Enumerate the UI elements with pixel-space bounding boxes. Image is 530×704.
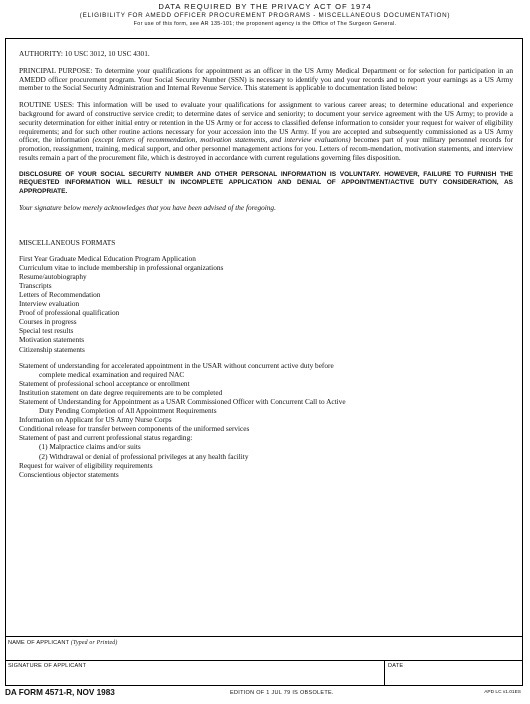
date-field-label: DATE <box>388 663 404 669</box>
misc-format-item: Resume/autobiography <box>19 271 87 281</box>
signature-field-label: SIGNATURE OF APPLICANT <box>8 663 87 669</box>
form-footer <box>5 688 523 702</box>
misc-format-item: Interview evaluation <box>19 299 80 309</box>
signature-field-top-rule <box>5 660 523 661</box>
misc-format-item: (1) Malpractice claims and/or suits <box>39 442 141 452</box>
version-label: APD LC v1.01ES <box>484 690 521 695</box>
misc-format-item: Special test results <box>19 326 74 336</box>
misc-formats-list-a <box>19 254 513 354</box>
form-title: DATA REQUIRED BY THE PRIVACY ACT OF 1974 <box>158 2 372 11</box>
routine-uses-exception: (except letters of recommendation, motivation statements, and interview evaluations) <box>92 135 351 145</box>
form-number: DA FORM 4571-R, NOV 1983 <box>5 688 115 697</box>
misc-formats-heading: MISCELLANEOUS FORMATS <box>19 237 116 247</box>
misc-format-item: Request for waiver of eligibility requirements <box>19 460 153 470</box>
misc-format-item: Statement of Understanding for Appointment as a USAR Commissioned Officer with Concurrent Call to Active <box>19 396 346 406</box>
misc-format-item: Curriculum vitae to include membership in professional organizations <box>19 262 224 272</box>
misc-format-item: Duty Pending Completion of All Appointment Requirements <box>39 406 217 416</box>
misc-format-item: Motivation statements <box>19 335 85 345</box>
misc-format-item: Statement of professional school acceptance or enrollment <box>19 378 190 388</box>
routine-uses-text <box>19 101 513 163</box>
misc-format-item: Citizenship statements <box>19 344 85 354</box>
misc-format-item: Transcripts <box>19 280 52 290</box>
misc-format-item: complete medical examination and required NAC <box>39 369 185 379</box>
misc-format-item: First Year Graduate Medical Education Program Application <box>19 253 196 263</box>
misc-format-item: Courses in progress <box>19 317 77 327</box>
routine-uses-part-2: becomes part of your military personnel records for promotion, reassignment, training, medical support, and other personnel management actions for you. Letters of recom-mendation, motivation statements, and interview results remain a part of the procurement file, which is destroyed in accordance with current regulations governing files disposition. <box>19 135 513 162</box>
form-subtitle: (ELIGIBILITY FOR AMEDD OFFICER PROCUREMENT PROGRAMS - MISCELLANEOUS DOCUMENTATION) <box>79 12 451 19</box>
misc-format-item: (2) Withdrawal or denial of professional privileges at any health facility <box>39 451 249 461</box>
misc-format-item: Conditional release for transfer between components of the uniformed services <box>19 424 250 434</box>
routine-uses-part-1: ROUTINE USES: This information will be used to evaluate your qualifications for assignment to various career areas; to determine educational and experience background for award of constructive service credit; to determine dates of service and seniority; to document your service agreement with the US Army; to provide a security determination for either initial entry or retention in the US Army or for access to classified defense information to consider your request for waiver of eligibility requirements; and for such other routine actions necessary for your accession into the US Army. If you are accepted and subsequently commissioned as a US Army officer, the information <box>19 100 513 145</box>
acknowledgement-text: Your signature below merely acknowledges that you have been advised of the foregoing. <box>19 202 276 212</box>
privacy-statement <box>19 50 513 479</box>
misc-format-item: Statement of past and current professional status regarding: <box>19 433 193 443</box>
misc-format-item: Statement of understanding for accelerated appointment in the USAR without concurrent active duty before <box>19 360 334 370</box>
misc-format-item: Institution statement on date degree requirements are to be completed <box>19 387 223 397</box>
edition-note: EDITION OF 1 JUL 79 IS OBSOLETE. <box>230 690 334 696</box>
misc-format-item: Letters of Recommendation <box>19 289 101 299</box>
misc-formats-list-b <box>19 361 513 479</box>
form-usage-note: For use of this form, see AR 135-101; the proponent agency is the Office of The Surgeon General. <box>133 21 397 27</box>
disclosure-notice: DISCLOSURE OF YOUR SOCIAL SECURITY NUMBER AND OTHER PERSONAL INFORMATION IS VOLUNTARY. HOWEVER, FAILURE TO FURNISH THE REQUESTED INFORMATION WILL RESULT IN INCOMPLETE APPLICATION AND DENIAL OF APPOINTMENT/ACTIVE DUTY CONSIDERATION, AS APPROPRIATE. <box>19 170 513 195</box>
misc-format-item: Conscientious objector statements <box>19 469 119 479</box>
form-header <box>0 2 530 29</box>
authority-text: AUTHORITY: 10 USC 3012, 10 USC 4301. <box>19 49 150 58</box>
misc-format-item: Proof of professional qualification <box>19 308 120 318</box>
name-field-top-rule <box>5 636 523 637</box>
date-field-divider <box>384 660 385 686</box>
principal-purpose-text: PRINCIPAL PURPOSE: To determine your qualifications for appointment as an officer in the US Army Medical Department or for selection for participation in an AMEDD officer procurement program. Your Social Security Number (SSN) is necessary to identify you and your records and to report your earnings as a US Army member to the Social Security Administration and Internal Revenue Service. This statement is applicable to documentation listed below: <box>19 65 513 93</box>
misc-format-item: Information on Applicant for US Army Nurse Corps <box>19 415 172 425</box>
name-field-label: NAME OF APPLICANT (Typed or Printed) <box>8 640 118 646</box>
name-field-hint: (Typed or Printed) <box>70 640 118 646</box>
